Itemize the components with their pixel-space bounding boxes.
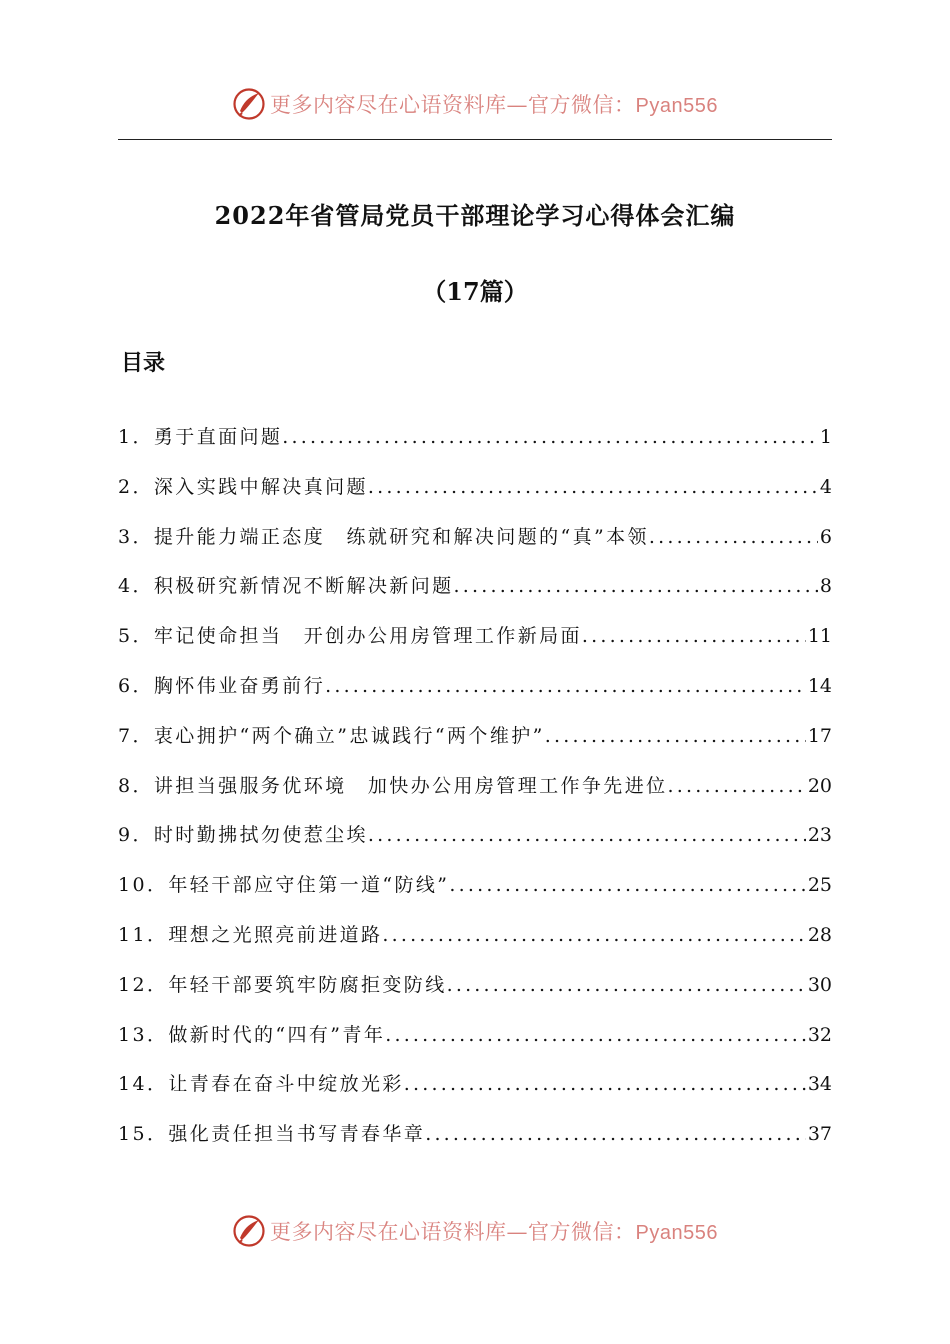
toc-entry-title	[118, 870, 449, 897]
table-of-contents	[118, 422, 832, 1169]
toc-entry-title	[118, 1119, 425, 1146]
toc-entry[interactable]	[118, 422, 832, 472]
toc-entry-title	[118, 1020, 385, 1047]
toc-dot-leader	[404, 1073, 806, 1095]
toc-entry-text: 年轻干部要筑牢防腐拒变防线	[168, 973, 447, 996]
toc-page-number: 11	[807, 625, 832, 648]
toc-entry-number: 9．	[118, 824, 154, 847]
toc-entry-title	[118, 771, 668, 798]
toc-entry-number: 13．	[118, 1023, 169, 1046]
toc-entry[interactable]	[118, 1020, 832, 1070]
wechat-handle: Pyan556	[635, 95, 718, 117]
pen-logo-icon	[232, 87, 266, 121]
toc-page-number: 30	[807, 973, 832, 996]
toc-entry[interactable]	[118, 671, 832, 721]
toc-entry-title	[118, 571, 454, 598]
toc-entry-text: 做新时代的“四有”青年	[168, 1023, 386, 1046]
toc-entry-title	[118, 920, 382, 947]
toc-page-number: 20	[807, 774, 832, 797]
toc-entry-text: 讲担当强服务优环境 加快办公用房管理工作争先进位	[153, 774, 668, 797]
toc-entry[interactable]	[118, 771, 832, 821]
toc-dot-leader	[649, 526, 818, 548]
toc-dot-leader	[447, 974, 806, 996]
toc-entry-text: 深入实践中解决真问题	[153, 475, 368, 498]
toc-page-number: 6	[819, 525, 832, 548]
toc-dot-leader	[382, 924, 805, 946]
toc-entry[interactable]	[118, 571, 832, 621]
toc-entry-text: 牢记使命担当 开创办公用房管理工作新局面	[153, 625, 582, 648]
document-subtitle: （17篇）	[422, 277, 528, 306]
toc-entry-title	[118, 970, 447, 997]
toc-entry-text: 积极研究新情况不断解决新问题	[153, 575, 454, 598]
toc-entry-number: 2．	[118, 475, 154, 498]
toc-entry[interactable]	[118, 1069, 832, 1119]
toc-dot-leader	[282, 426, 818, 448]
toc-entry-title	[118, 472, 368, 499]
toc-entry[interactable]	[118, 1119, 832, 1169]
toc-dot-leader	[545, 725, 806, 747]
toc-dot-leader	[454, 575, 818, 597]
toc-entry[interactable]	[118, 870, 832, 920]
footer-watermark-banner	[0, 1211, 950, 1251]
toc-entry-text: 时时勤拂拭勿使惹尘埃	[153, 824, 368, 847]
toc-entry-text: 理想之光照亮前进道路	[168, 923, 383, 946]
footer-banner-text: 更多内容尽在心语资料库—官方微信：Pyan556	[270, 1220, 718, 1244]
toc-entry-text: 提升能力端正态度 练就研究和解决问题的“真”本领	[153, 525, 649, 548]
toc-entry[interactable]	[118, 721, 832, 771]
toc-dot-leader	[385, 1024, 806, 1046]
toc-dot-leader	[449, 874, 805, 896]
pen-logo-icon	[232, 1214, 266, 1248]
wechat-handle: Pyan556	[635, 1222, 718, 1244]
toc-page-number: 32	[807, 1023, 832, 1046]
toc-entry-text: 让青春在奋斗中绽放光彩	[168, 1073, 404, 1096]
toc-page-number: 37	[807, 1123, 832, 1146]
toc-entry-text: 衷心拥护“两个确立”忠诚践行“两个维护”	[153, 724, 545, 747]
toc-page-number: 14	[807, 674, 832, 697]
toc-entry-number: 3．	[118, 525, 154, 548]
toc-entry-number: 4．	[118, 575, 154, 598]
toc-entry-title	[118, 671, 325, 698]
toc-entry-number: 7．	[118, 724, 154, 747]
toc-entry[interactable]	[118, 472, 832, 522]
toc-entry-text: 胸怀伟业奋勇前行	[153, 674, 326, 697]
toc-entry-title	[118, 1069, 404, 1096]
toc-entry-title	[118, 721, 545, 748]
toc-dot-leader	[325, 675, 806, 697]
toc-page-number: 8	[819, 575, 832, 598]
document-title: 2022年省管局党员干部理论学习心得体会汇编	[214, 201, 736, 230]
toc-entry-title	[118, 422, 282, 449]
toc-entry-number: 1．	[118, 426, 154, 448]
toc-dot-leader	[582, 625, 806, 647]
toc-entry-text: 年轻干部应守住第一道“防线”	[168, 874, 450, 897]
toc-entry-number: 6．	[118, 674, 154, 697]
toc-entry-number: 10．	[118, 874, 169, 897]
toc-entry[interactable]	[118, 970, 832, 1020]
toc-page-number: 1	[819, 426, 832, 448]
toc-entry-number: 15．	[118, 1123, 169, 1146]
toc-dot-leader	[368, 476, 818, 498]
toc-heading: 目录	[121, 350, 166, 376]
toc-entry-number: 14．	[118, 1073, 169, 1096]
toc-dot-leader	[368, 824, 806, 846]
toc-entry-number: 8．	[118, 774, 154, 797]
toc-entry-title	[118, 621, 582, 648]
toc-page-number: 28	[807, 923, 832, 946]
toc-dot-leader	[425, 1123, 806, 1145]
header-watermark-banner	[0, 84, 950, 124]
toc-entry-number: 5．	[118, 625, 154, 648]
toc-page-number: 34	[807, 1073, 832, 1096]
toc-dot-leader	[668, 775, 806, 797]
toc-entry-title	[118, 820, 368, 847]
toc-entry-text: 强化责任担当书写青春华章	[168, 1123, 426, 1146]
toc-entry[interactable]	[118, 621, 832, 671]
header-divider	[118, 139, 832, 140]
toc-page-number: 25	[807, 874, 832, 897]
toc-entry-title	[118, 522, 649, 549]
toc-entry-number: 12．	[118, 973, 169, 996]
toc-page-number: 23	[807, 824, 832, 847]
toc-entry-text: 勇于直面问题	[153, 426, 283, 448]
toc-entry[interactable]	[118, 522, 832, 572]
toc-entry-number: 11．	[118, 923, 169, 946]
toc-page-number: 4	[819, 475, 832, 498]
toc-page-number: 17	[807, 724, 832, 747]
toc-entry[interactable]	[118, 920, 832, 970]
header-banner-text: 更多内容尽在心语资料库—官方微信：Pyan556	[270, 93, 718, 117]
toc-entry[interactable]	[118, 820, 832, 870]
